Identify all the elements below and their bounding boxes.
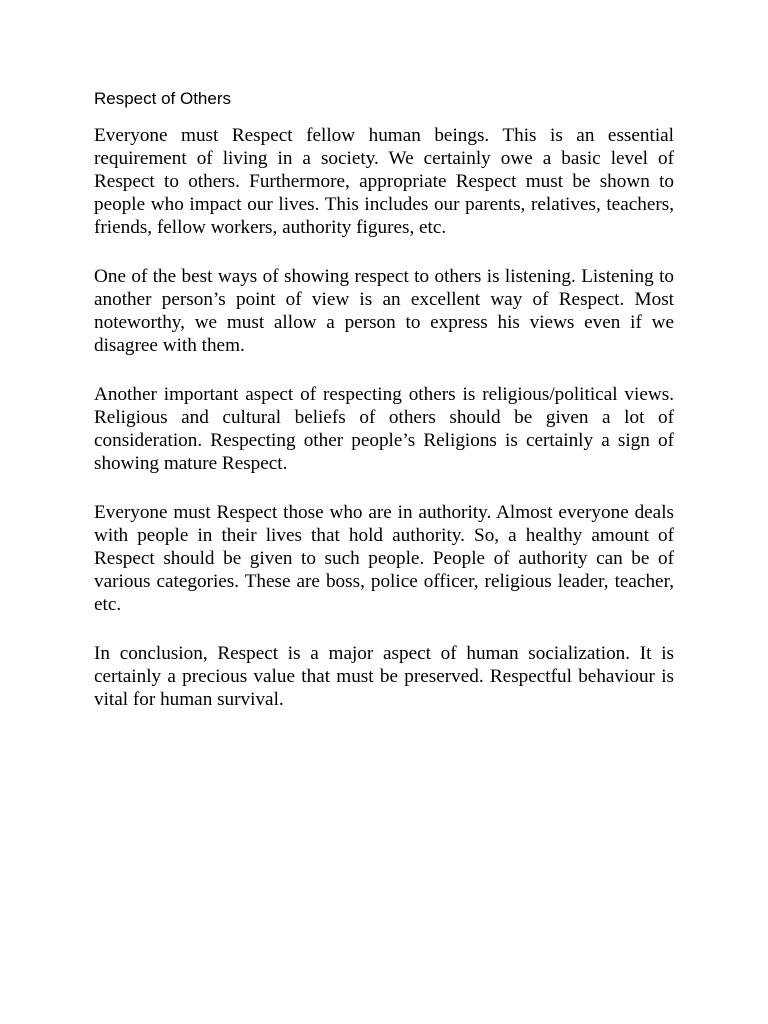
paragraph-4: Everyone must Respect those who are in authority. Almost everyone deals with people in their lives that hold authority. So, a healthy amount of Respect should be given to such people. People of authority can be of various categories. These are boss, police officer, religious leader, teacher, etc. [94, 502, 674, 615]
paragraph-5: In conclusion, Respect is a major aspect of human socialization. It is certainly a precious value that must be preserved. Respectful behaviour is vital for human survival. [94, 643, 674, 710]
document-title: Respect of Others [94, 89, 232, 108]
paragraph-2: One of the best ways of showing respect to others is listening. Listening to another person’s point of view is an excellent way of Respect. Most noteworthy, we must allow a person to express his views even if we disagree with them. [94, 266, 674, 356]
document-body [94, 124, 674, 737]
paragraph-1: Everyone must Respect fellow human beings. This is an essential requirement of living in a society. We certainly owe a basic level of Respect to others. Furthermore, appropriate Respect must be shown to people who impact our lives. This includes our parents, relatives, teachers, friends, fellow workers, authority figures, etc. [94, 125, 674, 238]
paragraph-3: Another important aspect of respecting others is religious/political views. Religious and cultural beliefs of others should be given a lot of consideration. Respecting other people’s Religions is certainly a sign of showing mature Respect. [94, 384, 674, 474]
